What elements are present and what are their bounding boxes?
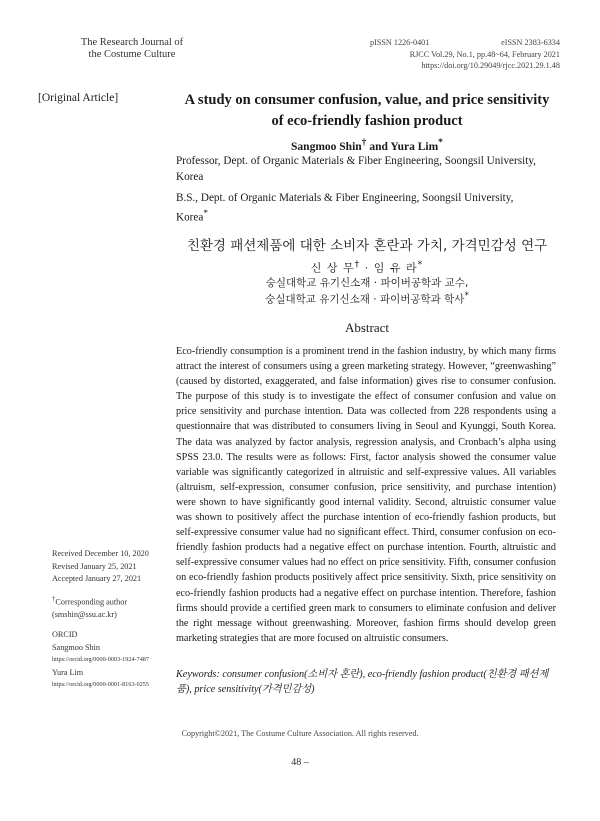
- korean-author-list: [172, 259, 562, 276]
- journal-name-line1: The Research Journal of: [80, 37, 184, 48]
- affiliation-mark: *: [438, 137, 443, 148]
- doi-link[interactable]: https://doi.org/10.29049/rjcc.2021.29.1.48: [421, 61, 560, 70]
- abstract-body: Eco-friendly consumption is a prominent trend in the fashion industry, by which many firms attract the interest of consumers using a green marketing strategy. However, “greenwashing” (caused by distorted, exaggerated, and false information) gives rise to consumer confusion. The purpose of this study is to investigate the effect of consumer confusion and value on price sensitivity and purchase intention. Data was collected from 228 respondents using a questionnaire that was distributed to consumers living in Seoul and Kyunggi, South Korea. The data was analyzed by factor analysis, regression analysis, and Cronbach’s alpha using SPSS 23.0. The results were as follows: First, factor analysis showed the consumer value variable was significantly categorized in altruistic and self-expressive values. All variables (altruism, self-expression, consumer confusion, price sensitivity, and purchase intention) were shown to have significantly good internal validity. Second, altruistic consumer value was shown to positively affect the purchase intention of eco-friendly fashion products, but self-expressive consumer value had no significant effect. Third, consumer confusion on eco-friendly fashion products had a negative effect on purchase intention. Fourth, altruistic and self-expressive consumer values had no effect on price sensitivity. Fifth, consumer confusion on eco-friendly fashion products positively affect price sensitivity. Sixth, price sensitivity on eco-friendly fashion products had a negative effect on purchase intention. Therefore, fashion firms should provide a certified green mark to consumers to eliminate confusion and deliver the right message without greenwashing. Moreover, fashion firms should develop green marketing strategies that are more focused on altruistic consumers.: [176, 346, 556, 644]
- pissn: pISSN 1226-0401: [370, 38, 430, 47]
- affiliation-country-line: [176, 206, 556, 226]
- issn-row: [370, 37, 560, 49]
- author-name: Yura Lim: [390, 140, 439, 153]
- affiliation: [176, 153, 556, 185]
- page-number: 48 –: [291, 757, 309, 768]
- keywords-text: consumer confusion(소비자 혼란), eco-friendly fashion product(친환경 패션제품), price sensitivity(가격민감성): [176, 669, 549, 695]
- article-type: [Original Article]: [38, 92, 119, 104]
- keywords: [176, 667, 556, 697]
- paper-title-line1: A study on consumer confusion, value, and price sensitivity: [184, 92, 550, 108]
- orcid-link[interactable]: https://orcid.org/0000-0003-1924-7487: [52, 656, 149, 664]
- orcid-author-name: Yura Lim: [52, 667, 84, 677]
- korean-author-name: 임 유 라: [373, 261, 418, 275]
- affiliation-text: Professor, Dept. of Organic Materials & Fiber Engineering, Soongsil University,: [176, 155, 536, 167]
- article-sidebar: [52, 548, 172, 692]
- korean-affiliation: [172, 291, 562, 307]
- paper-title-line2: of eco-friendly fashion product: [271, 113, 463, 129]
- orcid-link[interactable]: https://orcid.org/0000-0001-8163-0255: [52, 681, 149, 689]
- korean-affiliation-text: 숭실대학교 유기신소재 · 파이버공학과 학사: [265, 293, 465, 306]
- eissn: eISSN 2383-6334: [501, 38, 560, 47]
- accepted-date: Accepted January 27, 2021: [52, 574, 142, 583]
- copyright-notice: Copyright©2021, The Costume Culture Association. All rights reserved.: [181, 729, 419, 738]
- corresponding-mark: †: [52, 595, 56, 603]
- abstract-heading: Abstract: [344, 320, 390, 335]
- journal-name-line2: the Costume Culture: [88, 49, 176, 60]
- affiliation-mark: *: [464, 291, 469, 301]
- corresponding-mark: †: [354, 259, 361, 270]
- corresponding-email[interactable]: (smshin@ssu.ac.kr): [52, 609, 117, 619]
- author-separator: ·: [360, 261, 374, 275]
- affiliation-country: Korea: [176, 211, 204, 224]
- korean-affiliation: 숭실대학교 유기신소재 · 파이버공학과 교수,: [265, 277, 469, 289]
- corresponding-author-label: †Corresponding author: [52, 595, 128, 607]
- affiliation-mark: *: [417, 259, 424, 270]
- keywords-label: Keywords:: [176, 669, 220, 680]
- citation: RJCC Vol.29, No.1, pp.48~64, February 2021: [409, 49, 560, 59]
- affiliation-text: B.S., Dept. of Organic Materials & Fiber Engineering, Soongsil University,: [176, 192, 514, 204]
- author-list: [172, 137, 562, 153]
- author-conjunction: and: [366, 140, 391, 153]
- affiliation-mark: *: [203, 209, 209, 219]
- corresponding-mark: †: [361, 137, 367, 148]
- affiliation: [176, 190, 556, 226]
- issn-block: [370, 37, 560, 72]
- korean-author-name: 신 상 무: [310, 261, 355, 275]
- revised-date: Revised January 25, 2021: [52, 561, 137, 571]
- author-name: Sangmoo Shin: [291, 140, 362, 153]
- affiliation-country: Korea: [176, 171, 204, 183]
- paper-title: [172, 90, 562, 132]
- orcid-author-name: Sangmoo Shin: [52, 642, 100, 652]
- orcid-label: ORCID: [52, 630, 78, 640]
- journal-name: [52, 37, 212, 61]
- korean-title: 친환경 패션제품에 대한 소비자 혼란과 가치, 가격민감성 연구: [186, 238, 548, 254]
- received-date: Received December 10, 2020: [52, 549, 149, 558]
